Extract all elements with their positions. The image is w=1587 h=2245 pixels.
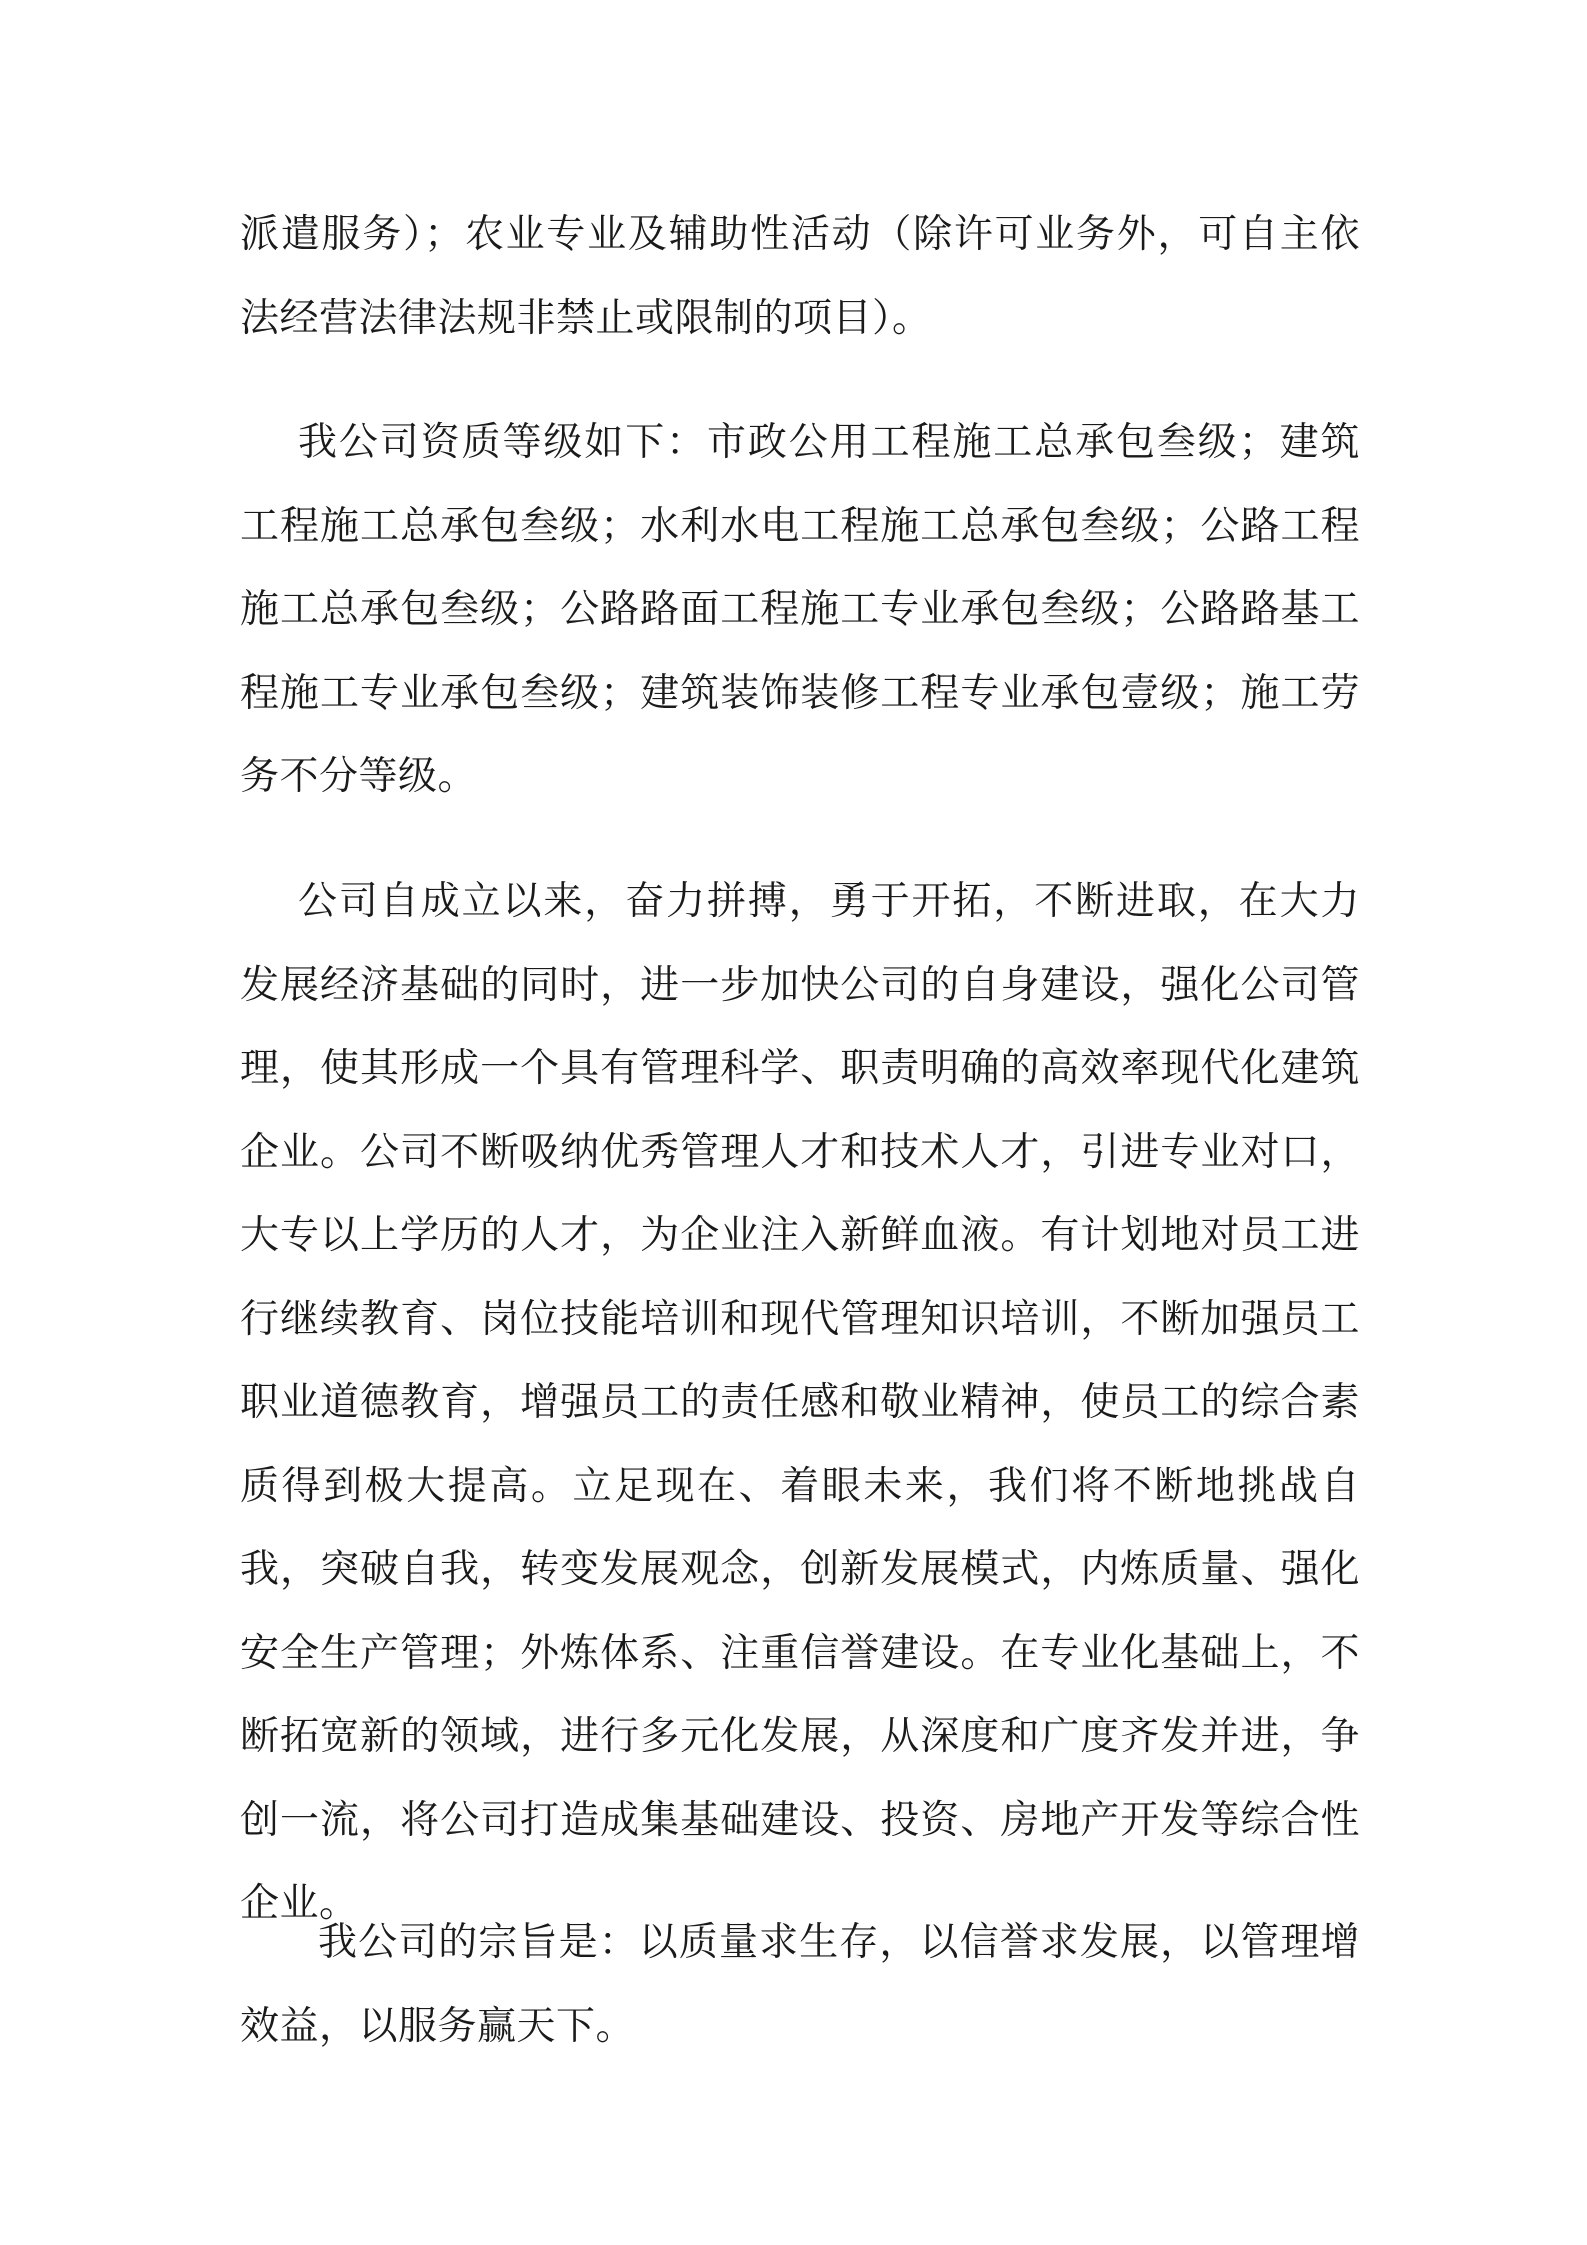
paragraph-company-tenet: 我公司的宗旨是：以质量求生存，以信誉求发展，以管理增效益，以服务赢天下。 [240,1920,1360,2049]
paragraph-qualifications: 我公司资质等级如下：市政公用工程施工总承包叁级；建筑工程施工总承包叁级；水利水电工程施工总承包叁级；公路工程施工总承包叁级；公路路面工程施工专业承包叁级；公路路基工程施工专业承包叁级；建筑装饰装修工程专业承包壹级；施工劳务不分等级。 [240,420,1360,799]
paragraph-company-development: 公司自成立以来，奋力拼搏，勇于开拓，不断进取，在大力发展经济基础的同时，进一步加快公司的自身建设，强化公司管理，使其形成一个具有管理科学、职责明确的高效率现代化建筑企业。公司不断吸纳优秀管理人才和技术人才，引进专业对口，大专以上学历的人才，为企业注入新鲜血液。有计划地对员工进行继续教育、岗位技能培训和现代管理知识培训，不断加强员工职业道德教育，增强员工的责任感和敬业精神，使员工的综合素质得到极大提高。立足现在、着眼未来，我们将不断地挑战自我，突破自我，转变发展观念，创新发展模式，内炼质量、强化安全生产管理；外炼体系、注重信誉建设。在专业化基础上，不断拓宽新的领域，进行多元化发展，从深度和广度齐发并进，争创一流，将公司打造成集基础建设、投资、房地产开发等综合性企业。 [240,879,1360,1926]
paragraph-business-scope-continued: 派遣服务）；农业专业及辅助性活动（除许可业务外，可自主依法经营法律法规非禁止或限制的项目）。 [240,212,1360,341]
